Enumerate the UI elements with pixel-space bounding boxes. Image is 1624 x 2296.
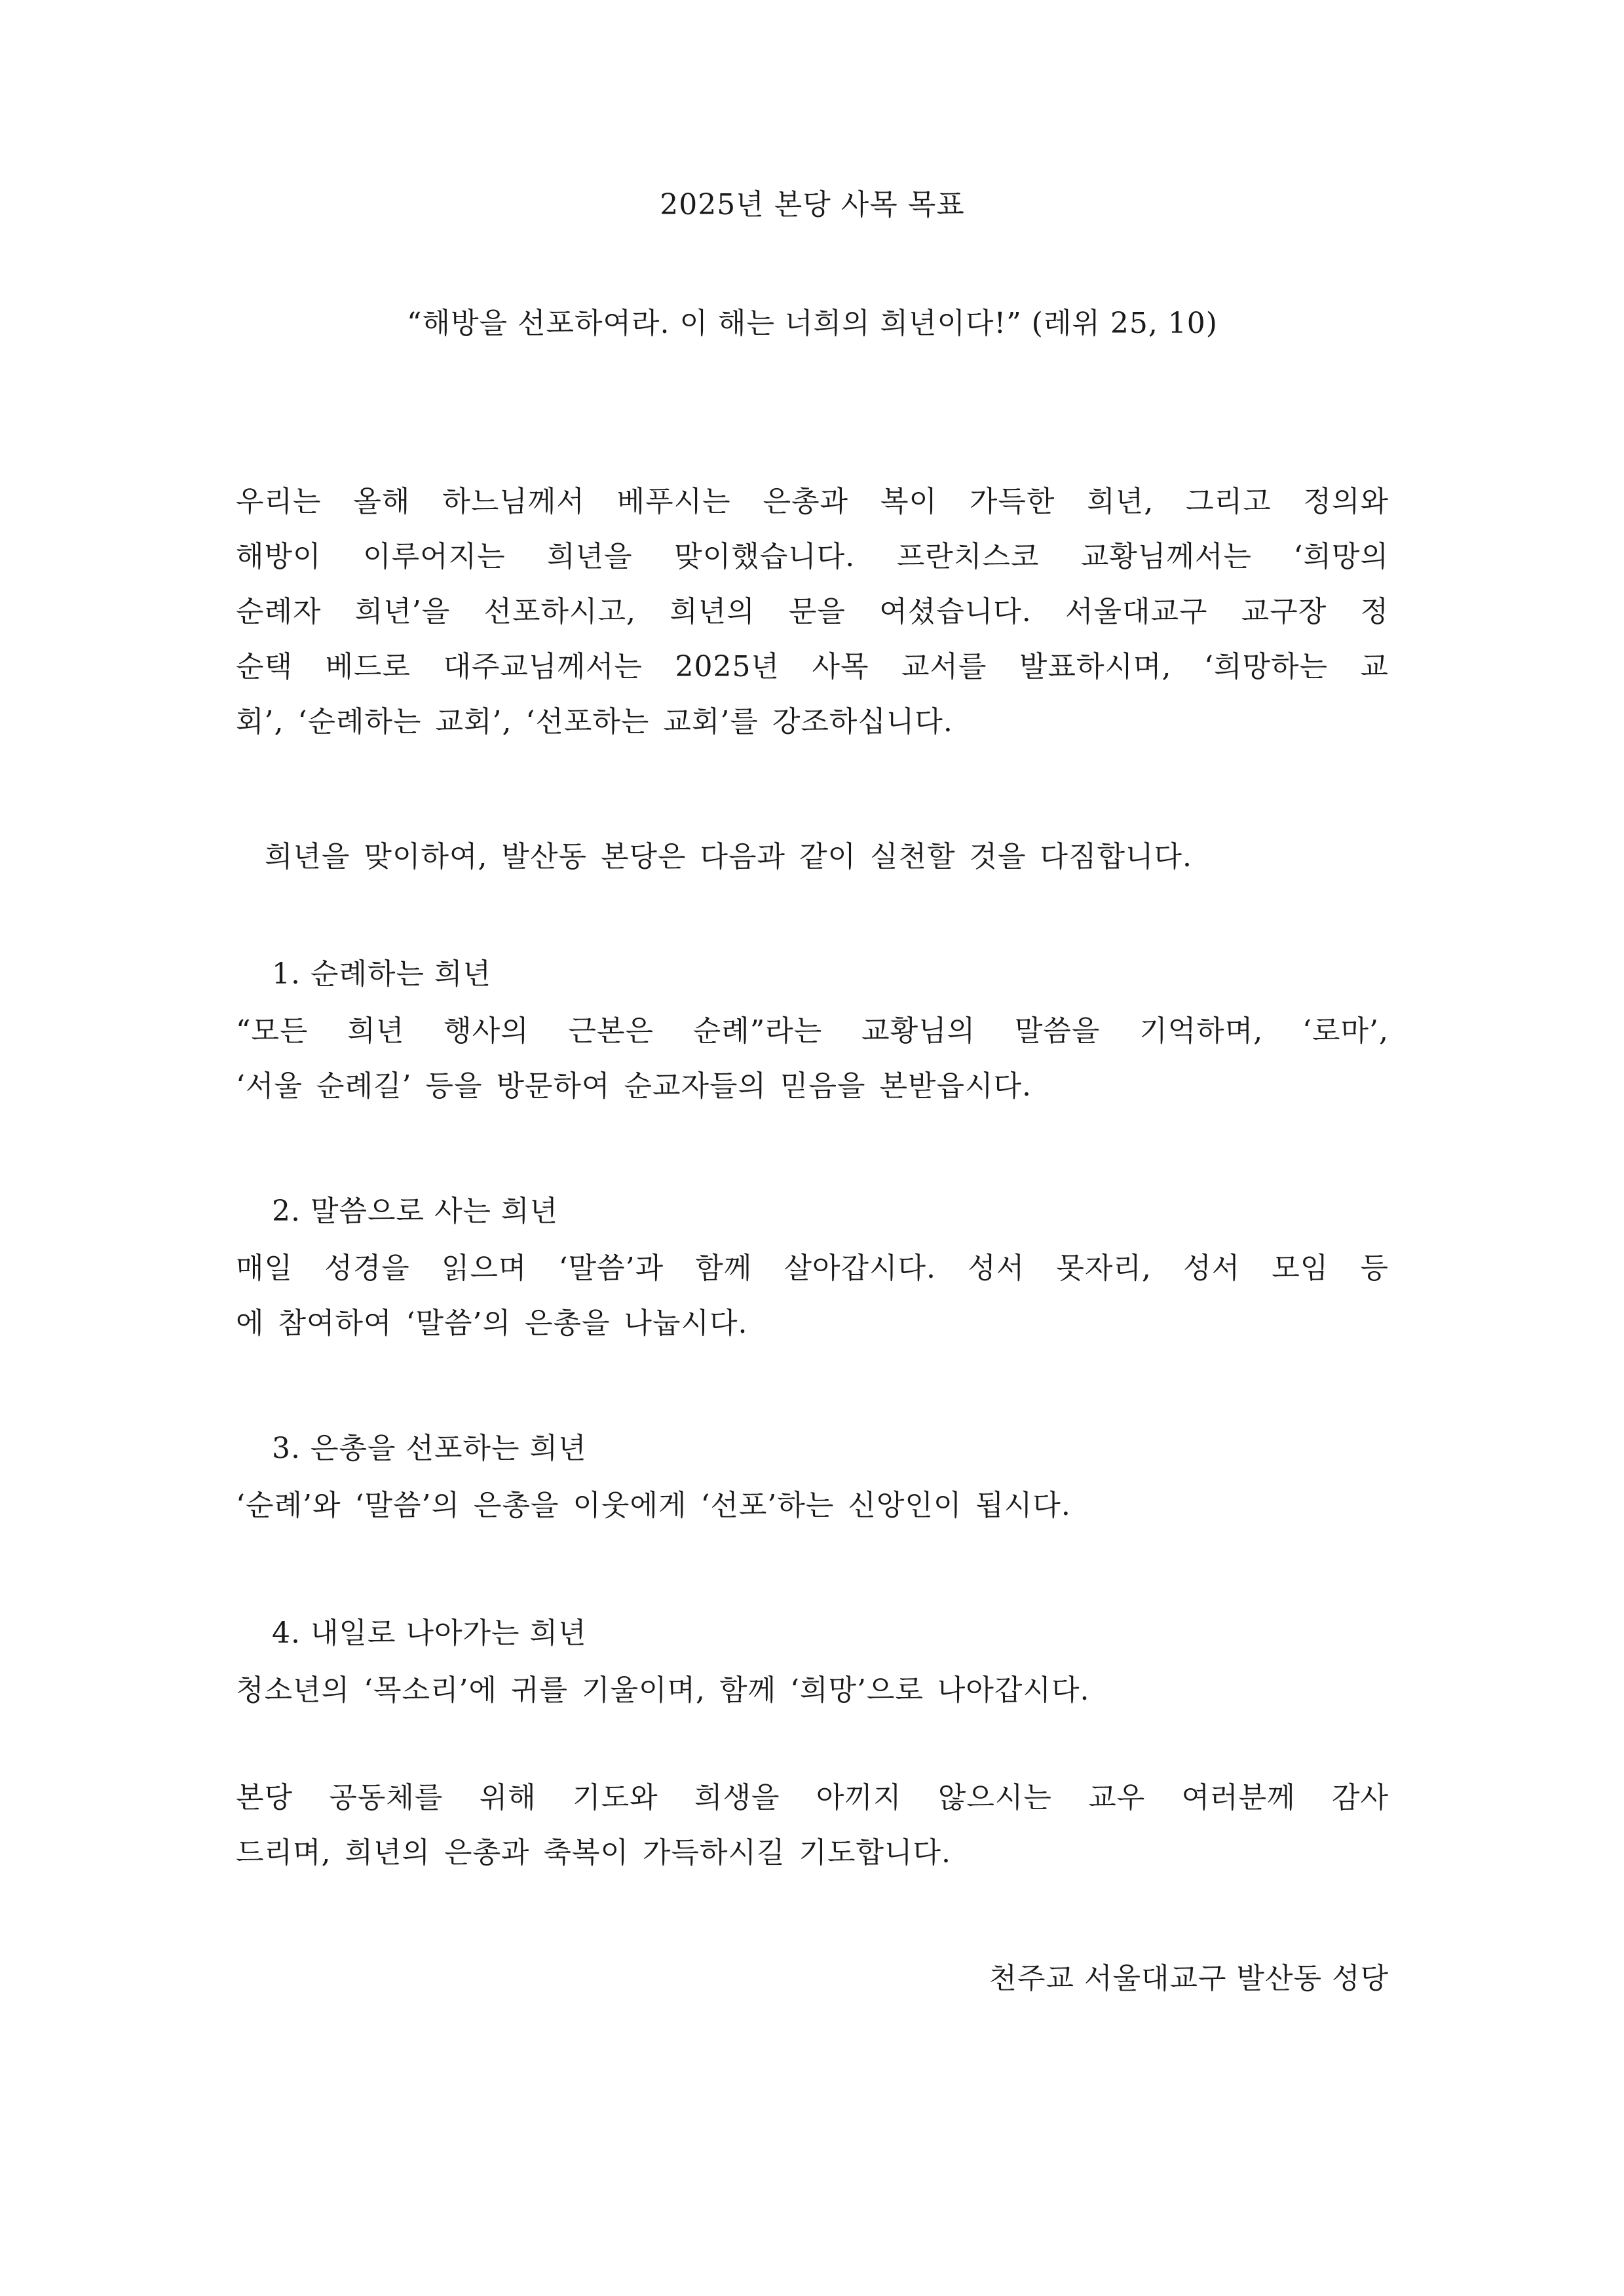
item-line: 에 참여하여 ‘말씀’의 은총을 나눕시다.	[236, 1307, 748, 1340]
intro-line: 해방이 이루어지는 희년을 맞이했습니다. 프란치스코 교황님께서는 ‘희망의	[236, 540, 1389, 573]
item-body-1	[236, 1004, 1389, 1114]
item-body-4	[236, 1663, 1389, 1718]
epigraph-quote: “해방을 선포하여라. 이 해는 너희의 희년이다!” (레위 25, 10)	[407, 307, 1218, 340]
closing-line: 본당 공동체를 위해 기도와 희생을 아끼지 않으시는 교우 여러분께 감사	[236, 1781, 1389, 1814]
item-heading-2: 2. 말씀으로 사는 희년	[272, 1195, 558, 1228]
signature: 천주교 서울대교구 발산동 성당	[989, 1962, 1389, 1995]
item-line: “모든 희년 행사의 근본은 순례”라는 교황님의 말씀을 기억하며, ‘로마’,	[236, 1014, 1389, 1048]
intro-line: 순례자 희년’을 선포하시고, 희년의 문을 여셨습니다. 서울대교구 교구장 정	[236, 595, 1389, 628]
item-heading-1: 1. 순례하는 희년	[272, 957, 491, 991]
document-page	[236, 0, 1389, 2296]
item-heading-3: 3. 은총을 선포하는 희년	[272, 1432, 587, 1465]
intro-paragraph	[236, 474, 1389, 750]
item-line: ‘순례’와 ‘말씀’의 은총을 이웃에게 ‘선포’하는 신앙인이 됩시다.	[236, 1489, 1071, 1522]
item-line: 매일 성경을 읽으며 ‘말씀’과 함께 살아갑시다. 성서 못자리, 성서 모임 등	[236, 1252, 1389, 1285]
intro-line: 회’, ‘순례하는 교회’, ‘선포하는 교회’를 강조하십니다.	[236, 705, 953, 738]
item-body-2	[236, 1241, 1389, 1351]
intro-line: 우리는 올해 하느님께서 베푸시는 은총과 복이 가득한 희년, 그리고 정의와	[236, 485, 1389, 518]
resolution-statement: 희년을 맞이하여, 발산동 본당은 다음과 같이 실천할 것을 다짐합니다.	[265, 840, 1192, 873]
item-heading-4: 4. 내일로 나아가는 희년	[272, 1617, 587, 1650]
item-line: 청소년의 ‘목소리’에 귀를 기울이며, 함께 ‘희망’으로 나아갑시다.	[236, 1674, 1090, 1707]
document-title: 2025년 본당 사목 목표	[660, 188, 965, 221]
closing-line: 드리며, 희년의 은총과 축복이 가득하시길 기도합니다.	[236, 1836, 951, 1869]
intro-line: 순택 베드로 대주교님께서는 2025년 사목 교서를 발표하시며, ‘희망하는 교	[236, 650, 1389, 683]
item-body-3	[236, 1478, 1389, 1533]
item-line: ‘서울 순례길’ 등을 방문하여 순교자들의 믿음을 본받읍시다.	[236, 1069, 1032, 1103]
closing-paragraph	[236, 1770, 1389, 1881]
